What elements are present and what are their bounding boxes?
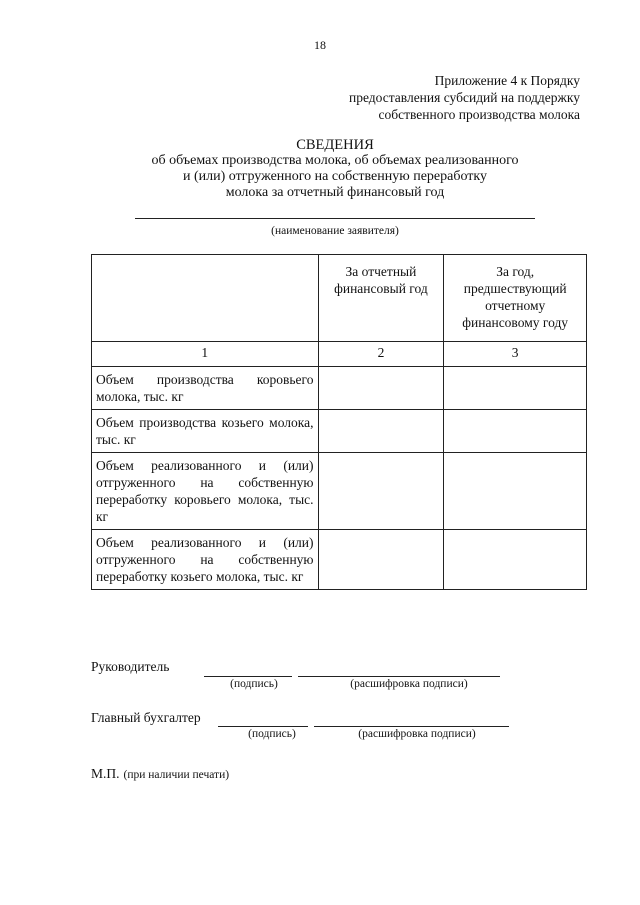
value-cell[interactable] bbox=[318, 367, 444, 410]
value-cell[interactable] bbox=[318, 530, 444, 590]
document-title bbox=[120, 137, 550, 201]
header-cell bbox=[92, 255, 319, 342]
stamp-label: М.П. bbox=[91, 766, 120, 781]
row-label: Объем реализованного и (или) отгруженного на собственную переработку коровьего молока, тыс. кг bbox=[92, 453, 319, 530]
signature-caption: (подпись) bbox=[248, 728, 296, 740]
header-cell: За год, предшествующий отчетному финансовому году bbox=[444, 255, 587, 342]
table-row bbox=[92, 530, 587, 590]
title-line: об объемах производства молока, об объемах реализованного bbox=[151, 153, 519, 168]
title-line: молока за отчетный финансовый год bbox=[225, 185, 445, 200]
chief-accountant-label: Главный бухгалтер bbox=[91, 710, 201, 725]
header-cell: За отчетный финансовый год bbox=[318, 255, 444, 342]
appendix-line: предоставления субсидий на поддержку bbox=[348, 90, 580, 105]
value-cell[interactable] bbox=[444, 453, 587, 530]
chief-decode-line[interactable] bbox=[314, 726, 509, 727]
value-cell[interactable] bbox=[318, 453, 444, 530]
value-cell[interactable] bbox=[318, 410, 444, 453]
table-header-row bbox=[92, 255, 587, 342]
table-row bbox=[92, 410, 587, 453]
stamp-caption: (при наличии печати) bbox=[123, 769, 230, 781]
column-number: 2 bbox=[318, 342, 444, 367]
title-heading: СВЕДЕНИЯ bbox=[296, 137, 374, 153]
chief-signature-line[interactable] bbox=[218, 726, 308, 727]
decode-caption: (расшифровка подписи) bbox=[358, 728, 476, 740]
applicant-name-line[interactable] bbox=[135, 218, 535, 219]
data-table bbox=[91, 254, 587, 590]
decode-caption: (расшифровка подписи) bbox=[350, 678, 468, 690]
table-row bbox=[92, 453, 587, 530]
applicant-caption: (наименование заявителя) bbox=[271, 225, 399, 237]
page-number: 18 bbox=[314, 38, 326, 52]
row-label: Объем производства козьего молока, тыс. кг bbox=[92, 410, 319, 453]
column-number: 1 bbox=[92, 342, 319, 367]
appendix-line: собственного производства молока bbox=[378, 107, 580, 122]
column-number-row bbox=[92, 342, 587, 367]
value-cell[interactable] bbox=[444, 367, 587, 410]
row-label: Объем производства коровьего молока, тыс. кг bbox=[92, 367, 319, 410]
head-signature-line[interactable] bbox=[204, 676, 292, 677]
column-number: 3 bbox=[444, 342, 587, 367]
row-label: Объем реализованного и (или) отгруженного на собственную переработку козьего молока, тыс. кг bbox=[92, 530, 319, 590]
appendix-line: Приложение 4 к Порядку bbox=[434, 73, 580, 88]
value-cell[interactable] bbox=[444, 530, 587, 590]
title-line: и (или) отгруженного на собственную переработку bbox=[182, 169, 488, 184]
signature-caption: (подпись) bbox=[230, 678, 278, 690]
head-decode-line[interactable] bbox=[298, 676, 500, 677]
table-row bbox=[92, 367, 587, 410]
stamp-note bbox=[91, 765, 229, 783]
head-label: Руководитель bbox=[91, 659, 170, 674]
appendix-note bbox=[349, 72, 580, 123]
value-cell[interactable] bbox=[444, 410, 587, 453]
